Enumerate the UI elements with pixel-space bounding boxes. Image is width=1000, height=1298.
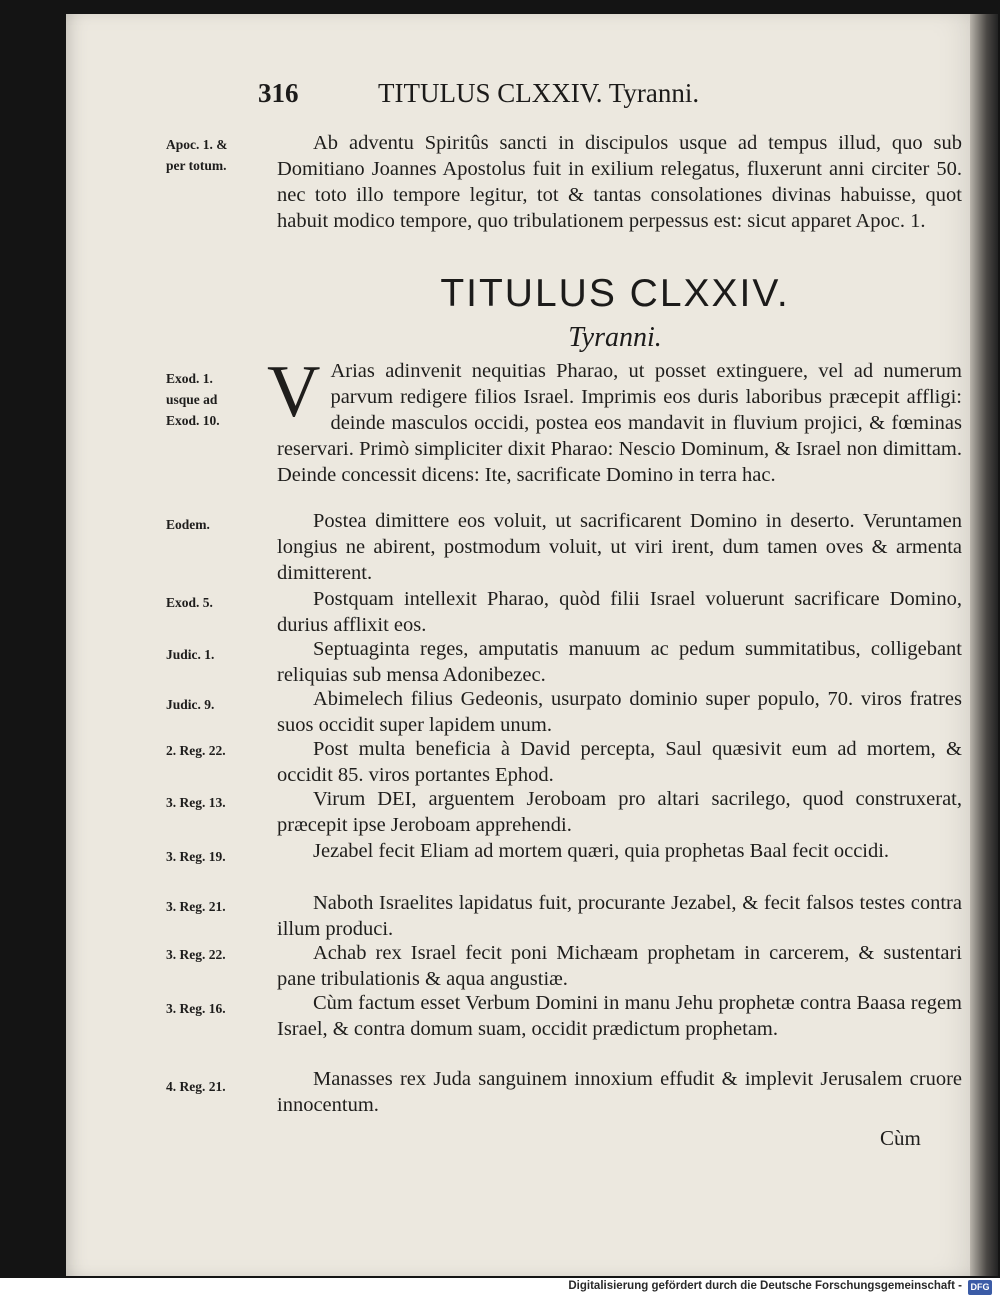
footer-bar [0, 1278, 1000, 1298]
margin-note-entry: Exod. 5. [166, 595, 213, 610]
margin-note-entry: 2. Reg. 22. [166, 743, 226, 758]
entry-paragraph: Manasses rex Juda sanguinem innoxium effudit & implevit Jerusalem cruore innocentum. [277, 1068, 962, 1116]
entry-paragraph: Naboth Israelites lapidatus fuit, procurante Jezabel, & fecit falsos testes contra illum produci. [277, 892, 962, 940]
margin-note-entry: Eodem. [166, 517, 210, 532]
entry-paragraph: Jezabel fecit Eliam ad mortem quæri, quia prophetas Baal fecit occidi. [313, 840, 890, 862]
catchword: Cùm [880, 1126, 921, 1150]
first-entry-paragraph [267, 351, 962, 488]
entry-paragraph: Cùm factum esset Verbum Domini in manu Jehu prophetæ contra Baasa regem Israel, & contra domum suam, occidit prædictum prophetam. [277, 992, 962, 1040]
running-head [258, 78, 778, 109]
entry-paragraph: Virum DEI, arguentem Jeroboam pro altari sacrilego, quod construxerat, præcepit ipse Jeroboam apprehendi. [277, 788, 962, 836]
intro-paragraph: Ab adventu Spiritûs sancti in discipulos usque ad tempus illud, quo sub Domitiano Joannes Apostolus fuit in exilium relegatus, fluxerunt anni circiter 50. nec toto illo tempore legitur, tot & tantas consolationes divinas habuisse, quot habuit modico tempore, quo tribulationem perpessus est: sicut apparet Apoc. 1. [277, 132, 962, 232]
margin-note-entry: 3. Reg. 21. [166, 899, 226, 914]
section-title: TITULUS CLXXIV. [440, 272, 790, 315]
margin-note-entry: 3. Reg. 19. [166, 849, 226, 864]
margin-note-entry: Judic. 1. [166, 647, 215, 662]
entry-paragraph: Achab rex Israel fecit poni Michæam prophetam in carcerem, & sustentari pane tribulationis & aqua angustiæ. [277, 942, 962, 990]
section-subtitle: Tyranni. [568, 322, 662, 353]
margin-note-line: Exod. 1. [166, 371, 213, 386]
margin-note-entry: 3. Reg. 22. [166, 947, 226, 962]
entry-paragraph: Postquam intellexit Pharao, quòd filii Israel voluerunt sacrificare Domino, durius afflixit eos. [277, 588, 962, 636]
entry-paragraph: Septuaginta reges, amputatis manuum ac pedum summitatibus, colligebant reliquias sub mensa Adonibezec. [277, 638, 962, 686]
margin-note-entry: Judic. 9. [166, 697, 215, 712]
page-number: 316 [258, 78, 299, 108]
entry-paragraph: Abimelech filius Gedeonis, usurpato dominio super populo, 70. viros fratres suos occidit super lapidem unum. [277, 688, 962, 736]
margin-note-intro [166, 134, 270, 176]
margin-note-exod [166, 368, 270, 431]
drop-cap: V [267, 351, 321, 433]
margin-note-line: per totum. [166, 158, 227, 173]
entry-paragraph: Post multa beneficia à David percepta, Saul quæsivit eum ad mortem, & occidit 85. viros portantes Ephod. [277, 738, 962, 786]
dfg-logo: DFG [968, 1280, 992, 1295]
funding-note: Digitalisierung gefördert durch die Deutsche Forschungsgemeinschaft - [568, 1280, 962, 1292]
margin-note-entry: 3. Reg. 16. [166, 1001, 226, 1016]
margin-note-line: Exod. 10. [166, 413, 220, 428]
margin-note-entry: 4. Reg. 21. [166, 1079, 226, 1094]
first-entry-text: Arias adinvenit nequitias Pharao, ut posset extinguere, vel ad numerum parvum redigere filios Israel. Imprimis eos duris laboribus præcepit affligi: deinde masculos occidi, postea eos mandavit in fluvium projici, & fœminas reservari. Primò simpliciter dixit Pharao: Nescio Dominum, & Israel non dimittam. Deinde concessit dicens: Ite, sacrificate Domino in terra hac. [277, 360, 962, 486]
margin-note-entry: 3. Reg. 13. [166, 795, 226, 810]
margin-note-line: Apoc. 1. & [166, 137, 228, 152]
margin-note-line: usque ad [166, 392, 218, 407]
running-title: TITULUS CLXXIV. Tyranni. [378, 78, 700, 108]
entry-paragraph: Postea dimittere eos voluit, ut sacrificarent Domino in deserto. Veruntamen longius ne abirent, postmodum voluit, ut viri irent, dum tamen oves & armenta dimitterent. [277, 510, 962, 584]
page-edge-shadow [970, 14, 998, 1276]
